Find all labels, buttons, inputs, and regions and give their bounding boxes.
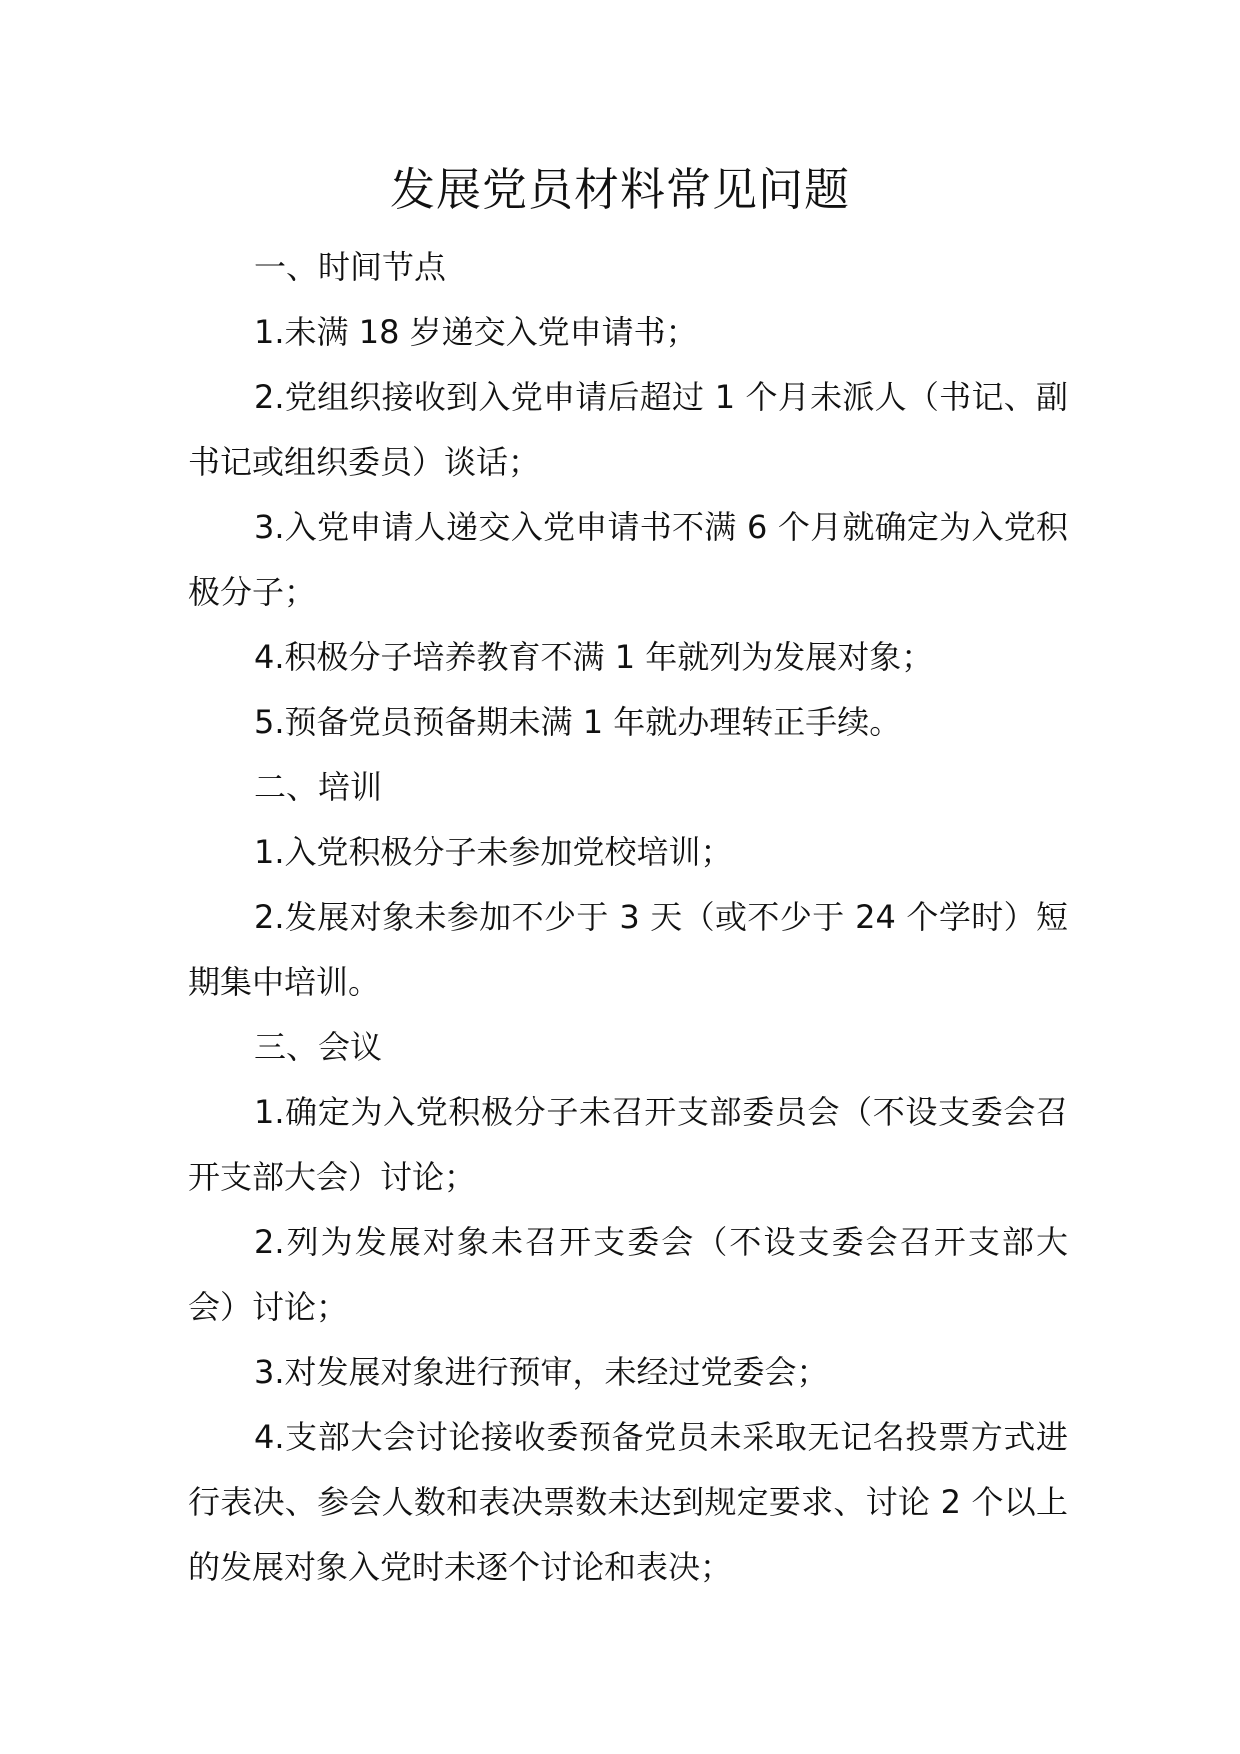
paragraph: 1.未满 18 岁递交入党申请书； xyxy=(254,313,698,351)
paragraph: 2.发展对象未参加不少于 3 天（或不少于 24 个学时）短期集中培训。 xyxy=(188,898,1068,1001)
section-heading-meetings: 三、会议 xyxy=(254,1028,383,1066)
document-body xyxy=(188,235,1068,1600)
paragraph: 2.列为发展对象未召开支委会（不设支委会召开支部大会）讨论； xyxy=(188,1223,1068,1326)
document-title: 发展党员材料常见问题 xyxy=(389,163,850,216)
paragraph: 5.预备党员预备期未满 1 年就办理转正手续。 xyxy=(254,703,902,741)
section-heading-training: 二、培训 xyxy=(254,768,383,806)
paragraph: 2.党组织接收到入党申请后超过 1 个月未派人（书记、副书记或组织委员）谈话； xyxy=(188,378,1068,481)
paragraph: 3.入党申请人递交入党申请书不满 6 个月就确定为入党积极分子； xyxy=(188,508,1068,611)
paragraph: 4.支部大会讨论接收委预备党员未采取无记名投票方式进行表决、参会人数和表决票数未达到规定要求、讨论 2 个以上的发展对象入党时未逐个讨论和表决； xyxy=(188,1418,1068,1586)
paragraph: 3.对发展对象进行预审，未经过党委会； xyxy=(254,1353,829,1391)
paragraph: 1.确定为入党积极分子未召开支部委员会（不设支委会召开支部大会）讨论； xyxy=(188,1093,1068,1196)
paragraph: 1.入党积极分子未参加党校培训； xyxy=(254,833,733,871)
section-heading-timeline: 一、时间节点 xyxy=(254,248,447,286)
paragraph: 4.积极分子培养教育不满 1 年就列为发展对象； xyxy=(254,638,934,676)
